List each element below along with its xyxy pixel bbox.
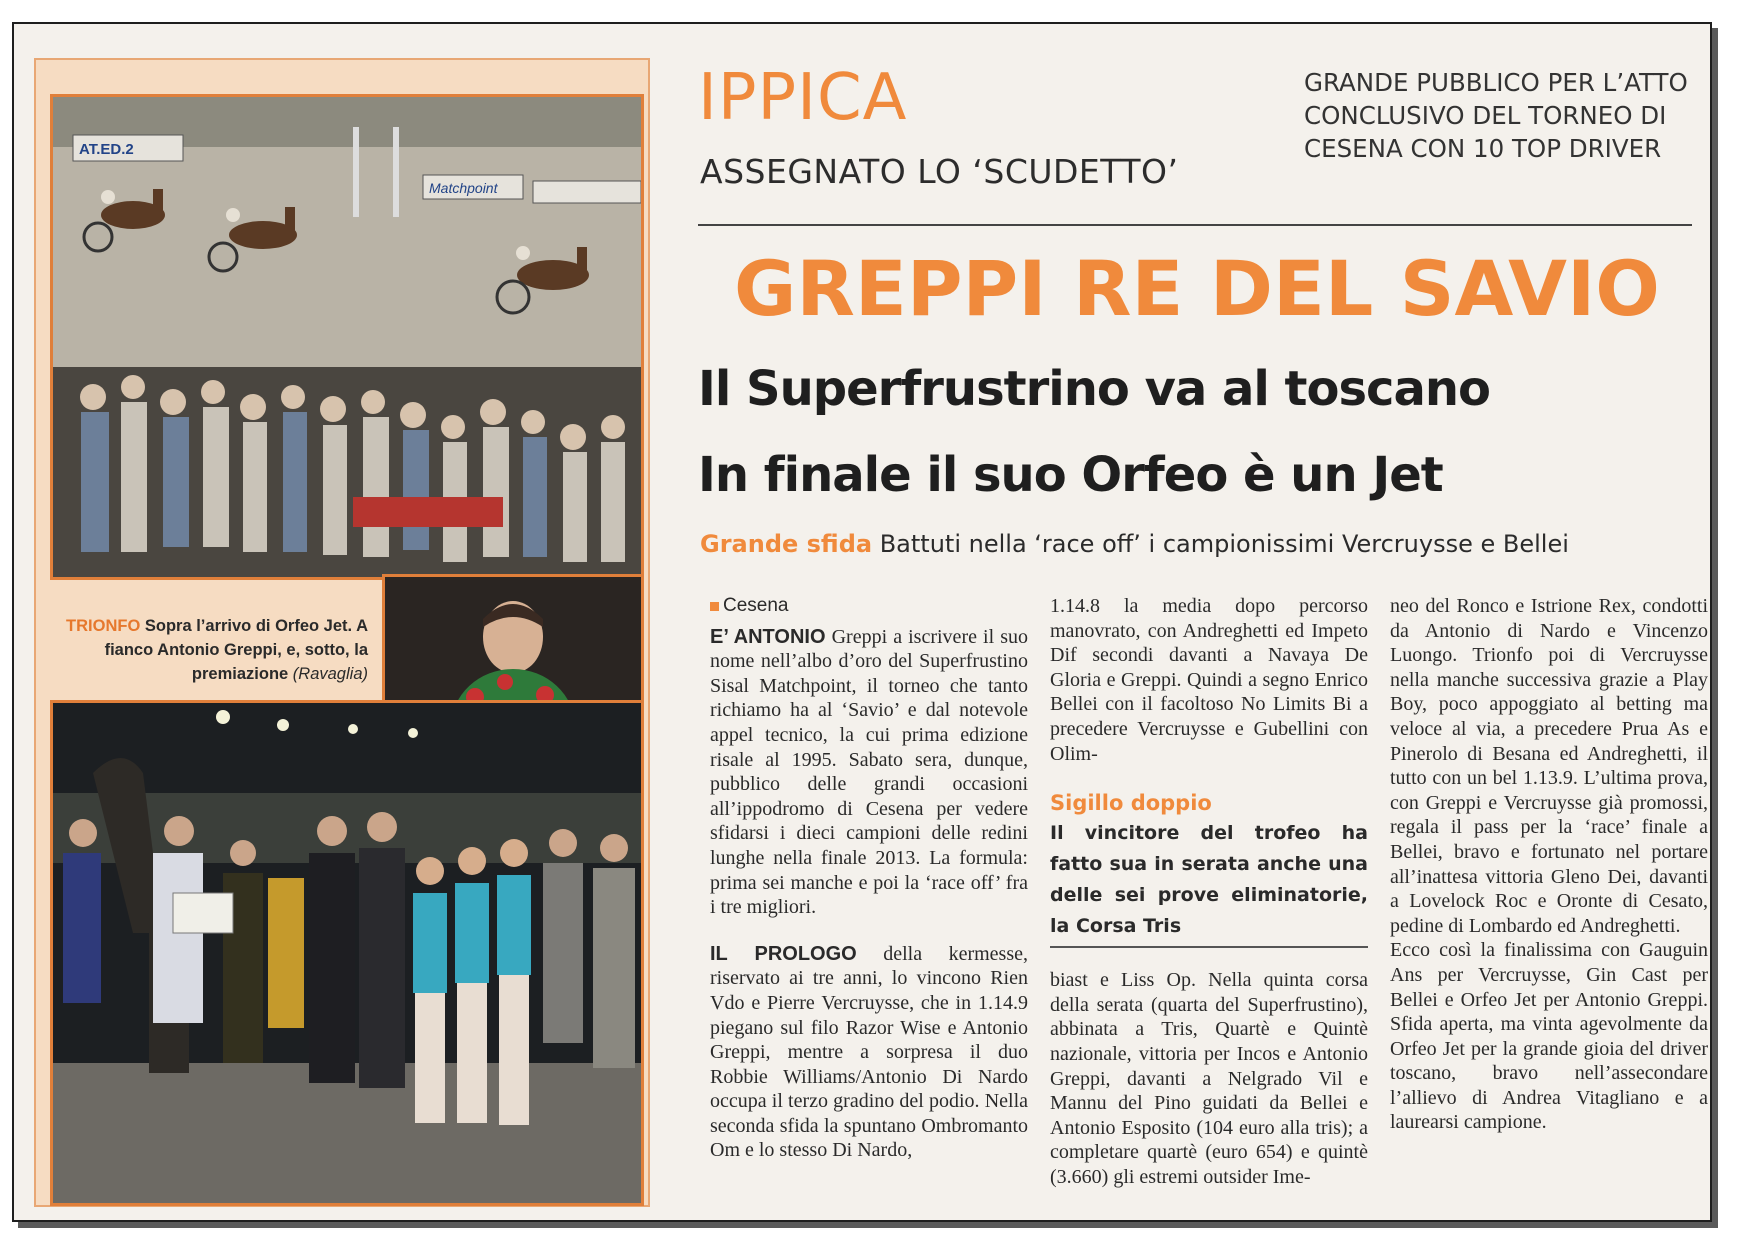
deck-line-2: In finale il suo Orfeo è un Jet [698,447,1443,503]
paragraph-2 [710,942,1028,1163]
lead-line [700,529,1700,559]
divider [698,224,1692,226]
headline: GREPPI RE DEL SAVIO [734,244,1660,333]
race-finish-photo [50,94,644,580]
dateline-text: Cesena [723,595,789,616]
topline: GRANDE PUBBLICO PER L’ATTO CONCLUSIVO DEL TORNEO DI CESENA CON 10 TOP DRIVER [1304,68,1688,163]
caption-credit: (Ravaglia) [292,665,368,683]
sidebar-title: Sigillo doppio [1050,791,1212,816]
paragraph-1 [710,625,1028,920]
banner-text-2: Matchpoint [429,180,498,196]
paragraph-5: neo del Ronco e Istrione Rex, condotti da Antonio di Nardo e Vincenzo Luongo. Trionfo poi di Vercruysse nella manche successiva grazie a Play Boy, poco appoggiato al betting ma veloce al via, a precedere Prua As e Pinerolo di Besana ed Andreghetti, il tutto con un bel 1.13.9. L’ultima prova, con Greppi e Vercruysse già promossi, regala il pass per la ‘race’ finale a Bellei, bravo e fortunato nel portare all’inattesa vittoria Gleno Dei, davanti a Lovelock Roc e Oronte di Cesato, pedine di Lombardo ed Andreghetti. [1390,595,1708,937]
photo-caption [56,614,368,686]
newspaper-clipping [12,22,1712,1222]
lead-text: Battuti nella ‘race off’ i campionissimi Vercruysse e Bellei [879,530,1569,558]
paragraph-2-text: della kermesse, riservato ai tre anni, lo vincono Rien Vdo e Pierre Vercruysse, che in 1.14.9 piegano sul filo Razor Wise e Antonio Greppi, mentre a sorpresa il duo Robbie Williams/Antonio Di Nardo occupa il terzo gradino del podio. Nella seconda sfida la spuntano Ombromanto Om e lo stesso Di Nardo, [710,942,1029,1162]
race-finish-illustration [53,97,641,577]
award-ceremony-photo [50,700,644,1206]
sidebar-box [1050,788,1368,948]
section-label: IPPICA [698,61,908,135]
paragraph-6: Ecco così la finalissima con Gauguin Ans per Vercruysse, Gin Cast per Bellei e Orfeo Jet per Antonio Greppi. Sfida aperta, ma vinta agevolmente da Orfeo Jet per la grande gioia del driver toscano, bravo nell’assecondare l’allievo di Andrea Vitagliano e a laurearsi campione. [1390,939,1708,1134]
sidebar-text: Il vincitore del trofeo ha fatto sua in serata anche una delle sei prove eliminatorie, la Corsa Tris [1050,818,1368,948]
article-column-2 [1050,594,1368,1212]
deck-line-1: Il Superfrustrino va al toscano [698,361,1491,417]
caption-text: Sopra l’arrivo di Orfeo Jet. A fianco Antonio Greppi, e, sotto, la premiazione [104,617,368,683]
section-subtitle: ASSEGNATO LO ‘SCUDETTO’ [700,152,1179,191]
lead-kicker: Grande sfida [700,530,873,558]
banner-text-1: AT.ED.2 [79,141,134,158]
article-column-3 [1390,594,1708,1157]
dateline-square-icon [710,602,719,611]
paragraph-1-lead-in: E’ ANTONIO [710,625,826,648]
dateline [710,594,1028,619]
paragraph-1-text: Greppi a iscrivere il suo nome nell’albo d’oro del Superfrustino Sisal Matchpoint, il torneo che tanto richiamo ha al ‘Savio’ e dal notevole appel tecnico, la cui prima edizione risale al 1995. Sabato sera, dunque, pubblico delle grandi occasioni all’ippodromo di Cesena per vedere sfidarsi i dieci campioni delle redini lunghe nella finale 2013. La formula: prima sei manche e poi la ‘race off’ fra i tre migliori. [710,625,1028,919]
caption-kicker: TRIONFO [66,617,141,635]
award-ceremony-illustration [53,703,641,1203]
article-column-1 [710,594,1028,1185]
paragraph-2-lead-in: IL PROLOGO [710,942,857,965]
paragraph-4: biast e Liss Op. Nella quinta corsa della serata (quarta del Superfrustino), abbinata a Tris, Quartè e Quintè nazionale, vittoria per Incos e Antonio Greppi, davanti a Nelgrado Vil e Mannu del Pino guidati da Bellei e Antonio Esposito (104 euro alla tris); a completare quartè (euro 654) e quintè (3.660) gli estremi outsider Ime- [1050,969,1368,1188]
deck [698,346,1698,518]
paragraph-3: 1.14.8 la media dopo percorso manovrato, con Andreghetti ed Impeto Dif secondi davanti a Navaya De Gloria e Greppi. Quindi a segno Enrico Bellei con il facoltoso No Limits Bi a precedere Vercruysse e Gubellini con Olim- [1050,595,1368,765]
